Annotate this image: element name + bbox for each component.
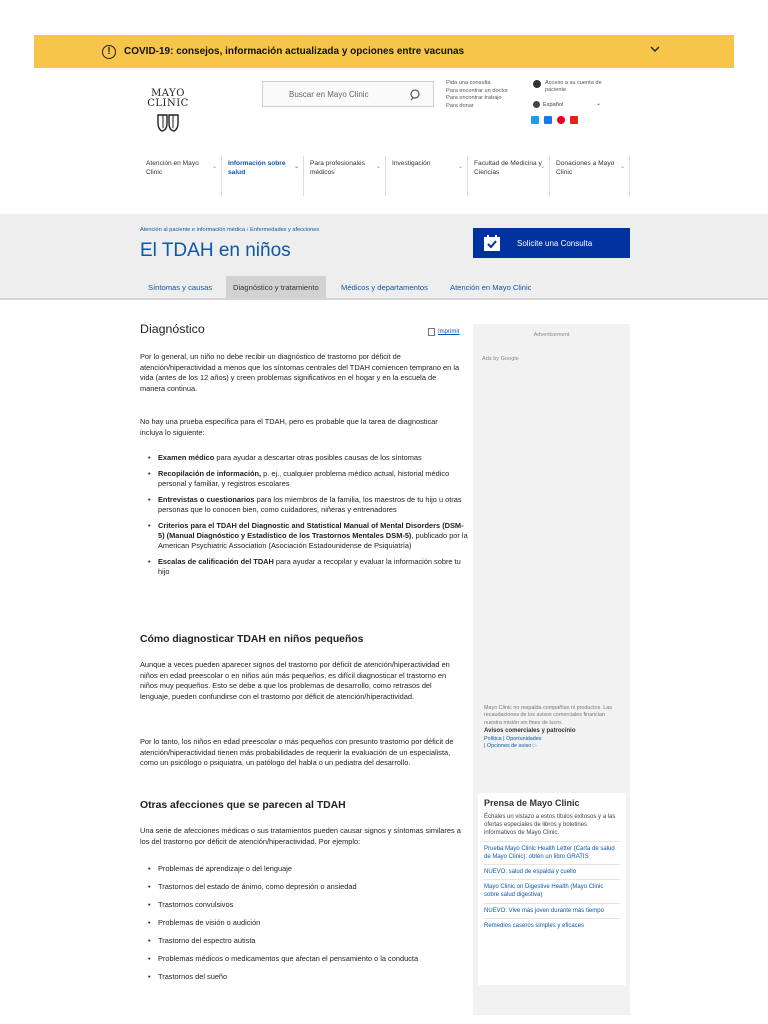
tab-diagnosis[interactable]: Diagnóstico y tratamiento: [226, 276, 326, 298]
chevron-right-icon: ›: [246, 227, 251, 233]
search-icon[interactable]: [409, 89, 421, 101]
conditions-list: [148, 864, 468, 990]
twitter-icon[interactable]: [531, 116, 539, 124]
paragraph: Aunque a veces pueden aparecer signos del trastorno por déficit de atención/hiperactividad en niños en edad preescolar o en niños aún más pequeños, es difícil diagnosticar el trastorno en niños muy pequeños. Esto se debe a que los problemas de desarrollo, como retrasos del lenguaje, pueden confundirse con el trastorno por déficit de atención/hiperactividad.: [140, 660, 450, 701]
breadcrumb-item[interactable]: Atención al paciente e información médica: [140, 227, 246, 233]
nav-label: Investigación: [392, 160, 431, 167]
facebook-icon[interactable]: [544, 116, 552, 124]
press-title: Prensa de Mayo Clinic: [484, 798, 580, 808]
chevron-down-icon: ⌄: [539, 164, 545, 170]
list-item: [148, 469, 468, 489]
globe-icon: [533, 101, 540, 108]
logo-line-1: MAYO: [151, 88, 185, 99]
press-link[interactable]: Prueba Mayo Clinic Health Letter (Carta de salud de Mayo Clinic): obtén un libro GRATIS: [484, 841, 620, 864]
utility-links: [446, 80, 516, 110]
adchoices-icon[interactable]: ▷: [532, 743, 537, 750]
nav-item-donations[interactable]: [550, 156, 630, 196]
list-item: [148, 495, 468, 515]
request-appointment-button[interactable]: [473, 228, 630, 258]
chevron-down-icon: ⌄: [595, 101, 601, 107]
paragraph: Una serie de afecciones médicas o sus tratamientos pueden causar signos y síntomas similares a los del trastorno por déficit de atención/hiperactividad. Por ejemplo:: [140, 826, 461, 846]
cta-label: Solicite una Consulta: [517, 238, 593, 248]
nav-label: Atención en Mayo Clinic: [146, 160, 199, 176]
list-item: [148, 521, 468, 552]
print-link[interactable]: [428, 328, 460, 336]
ad-label: Advertisement: [533, 332, 570, 338]
list-item: [148, 453, 468, 463]
list-item-bold: Entrevistas o cuestionarios: [158, 494, 255, 504]
link-appointment[interactable]: Pida una consulta: [446, 80, 491, 86]
press-link[interactable]: Remedios caseros simples y eficaces: [484, 918, 620, 933]
language-value: Español: [543, 101, 564, 108]
logo-line-2: CLINIC: [147, 98, 189, 109]
patient-account-link[interactable]: [533, 80, 623, 94]
paragraph: Por lo tanto, los niños en edad preescolar o más pequeños con presunto trastorno por déficit de atención/hiperactividad tienen más probabilidades de requerir la evaluación de un especialista, como un psicólogo o psiquiatra, un patólogo del habla o un pediatra del desarrollo.: [140, 737, 454, 768]
breadcrumb: [140, 227, 319, 233]
list-item-text: para ayudar a recopilar y evaluar la información sobre tu hijo: [158, 557, 461, 577]
social-links: [531, 116, 578, 124]
covid-banner-text: COVID-19: consejos, información actualizada y opciones entre vacunas: [124, 46, 465, 57]
print-label: Imprimir: [438, 329, 460, 335]
print-icon: [428, 328, 435, 336]
link-find-doctor[interactable]: Para encontrar un doctor: [446, 87, 508, 94]
ad-disclaimer: [484, 705, 622, 750]
paragraph: Por lo general, un niño no debe recibir un diagnóstico de trastorno por déficit de atención/hiperactividad a menos que los síntomas centrales del TDAH comiencen temprano en la vida (antes de los 12 años) y creen problemas significativos en el hogar y en la escuela de manera continua.: [140, 352, 460, 393]
nav-item-professionals[interactable]: [304, 156, 386, 196]
list-item-bold: Criterios para el TDAH del Diagnostic and Statistical Manual of Mental Disorders (DSM-5) (Manual Diagnóstico y Estadístico de los Trastornos Mentales DSM-5): [158, 520, 464, 540]
ad-options-link[interactable]: Opciones de aviso: [486, 743, 532, 750]
disclaimer-text: Mayo Clinic no respalda compañías ni productos. Las recaudaciones de los avisos comerciales financian nuestra misión sin fines de lucro.: [484, 705, 612, 726]
list-item: • Problemas médicos o medicamentos que afectan el pensamiento o la conducta: [148, 954, 468, 972]
list-item-bold: Recopilación de información,: [158, 468, 262, 478]
list-item-text: para los miembros de la familia, los maestros de tu hijo u otras personas que lo conocen bien, como cuidadores, niñeras y entrenadores: [158, 494, 462, 514]
tab-care[interactable]: Atención en Mayo Clinic: [450, 282, 532, 292]
tab-doctors[interactable]: Médicos y departamentos: [341, 282, 428, 292]
press-link[interactable]: Mayo Clinic on Digestive Health (Mayo Clinic sobre salud digestiva): [484, 879, 620, 902]
tab-symptoms[interactable]: Síntomas y causas: [148, 282, 213, 292]
nav-item-research[interactable]: [386, 156, 468, 196]
list-item-bold: Escalas de calificación del TDAH: [158, 557, 274, 566]
press-link[interactable]: NUEVO: Vive más joven durante más tiempo: [484, 903, 620, 918]
list-item: • Problemas de visión o audición: [148, 918, 468, 936]
press-box: [478, 793, 626, 985]
mayo-clinic-logo[interactable]: [143, 89, 193, 136]
nav-item-health-info[interactable]: [222, 156, 304, 196]
list-item-text: , publicado por la American Psychiatric Association (Asociación Estadounidense de Psiquiatría): [158, 531, 468, 551]
list-item: • Trastornos del sueño: [148, 972, 468, 990]
page-title: El TDAH en niños: [140, 240, 291, 261]
youtube-icon[interactable]: [570, 116, 578, 124]
search-placeholder: Buscar en Mayo Clinic: [289, 89, 369, 99]
page-hero: [0, 214, 768, 276]
pinterest-icon[interactable]: [557, 116, 565, 124]
diagnosis-list: [148, 453, 468, 583]
language-select[interactable]: [533, 99, 605, 110]
nav-label: Facultad de Medicina y Ciencias: [474, 160, 542, 176]
chevron-down-icon[interactable]: [650, 44, 660, 54]
calendar-check-icon: [483, 234, 501, 252]
policy-link[interactable]: Política: [484, 735, 502, 742]
main-navigation: [140, 156, 630, 196]
nav-label: Información sobre salud: [228, 160, 286, 176]
list-item: • Trastornos convulsivos: [148, 900, 468, 918]
link-donate[interactable]: Para donar: [446, 102, 474, 109]
chevron-down-icon: ⌄: [211, 164, 217, 170]
list-item: • Problemas de aprendizaje o del lenguaje: [148, 864, 468, 882]
list-item-text: para ayudar a descartar otras posibles causas de los síntomas: [214, 453, 422, 462]
list-item: • Trastornos del estado de ánimo, como depresión o ansiedad: [148, 882, 468, 900]
user-icon: [533, 80, 541, 88]
nav-label: Donaciones a Mayo Clinic: [556, 160, 615, 176]
ads-by-google[interactable]: Ads by Google: [482, 356, 519, 362]
ads-title: Avisos comerciales y patrocinio: [484, 728, 576, 735]
section-tabs: [0, 276, 768, 300]
chevron-down-icon: ⌄: [293, 164, 299, 170]
covid-banner[interactable]: [34, 35, 734, 68]
chevron-down-icon: ⌄: [375, 164, 381, 170]
ad-links: Política | Oportunidades | Opciones de aviso ▷: [484, 735, 542, 750]
nav-item-care[interactable]: [140, 156, 222, 196]
section-heading: Diagnóstico: [140, 322, 205, 336]
exclamation-circle-icon: !: [102, 45, 116, 59]
breadcrumb-item[interactable]: Enfermedades y afecciones: [250, 227, 320, 233]
chevron-down-icon: ⌄: [457, 164, 463, 170]
paragraph: No hay una prueba específica para el TDAH, pero es probable que la tarea de diagnosticar incluya lo siguiente:: [140, 417, 438, 437]
list-item: • Trastorno del espectro autista: [148, 936, 468, 954]
subheading: Cómo diagnosticar TDAH en niños pequeños: [140, 634, 364, 645]
chevron-down-icon: ⌄: [619, 164, 625, 170]
press-description: Échales un vistazo a estos títulos exitosos y a las ofertas especiales de libros y boletines informativos de Mayo Clinic.: [484, 814, 616, 837]
opportunities-link[interactable]: Oportunidades: [506, 735, 542, 742]
press-link[interactable]: NUEVO: salud de espalda y cuello: [484, 864, 620, 879]
list-item: [148, 557, 468, 577]
link-find-job[interactable]: Para encontrar trabajo: [446, 95, 502, 102]
shield-logo-icon: [156, 113, 180, 133]
list-item-bold: Examen médico: [158, 453, 215, 462]
subheading: Otras afecciones que se parecen al TDAH: [140, 800, 346, 811]
nav-label: Para profesionales médicos: [310, 160, 365, 176]
nav-item-education[interactable]: [468, 156, 550, 196]
search-input[interactable]: [262, 81, 434, 107]
list-item-text: p. ej., cualquier problema médico actual, historial médico personal y familiar, y registros escolares: [158, 468, 450, 488]
account-label: Acceso a su cuenta de paciente: [545, 80, 602, 93]
